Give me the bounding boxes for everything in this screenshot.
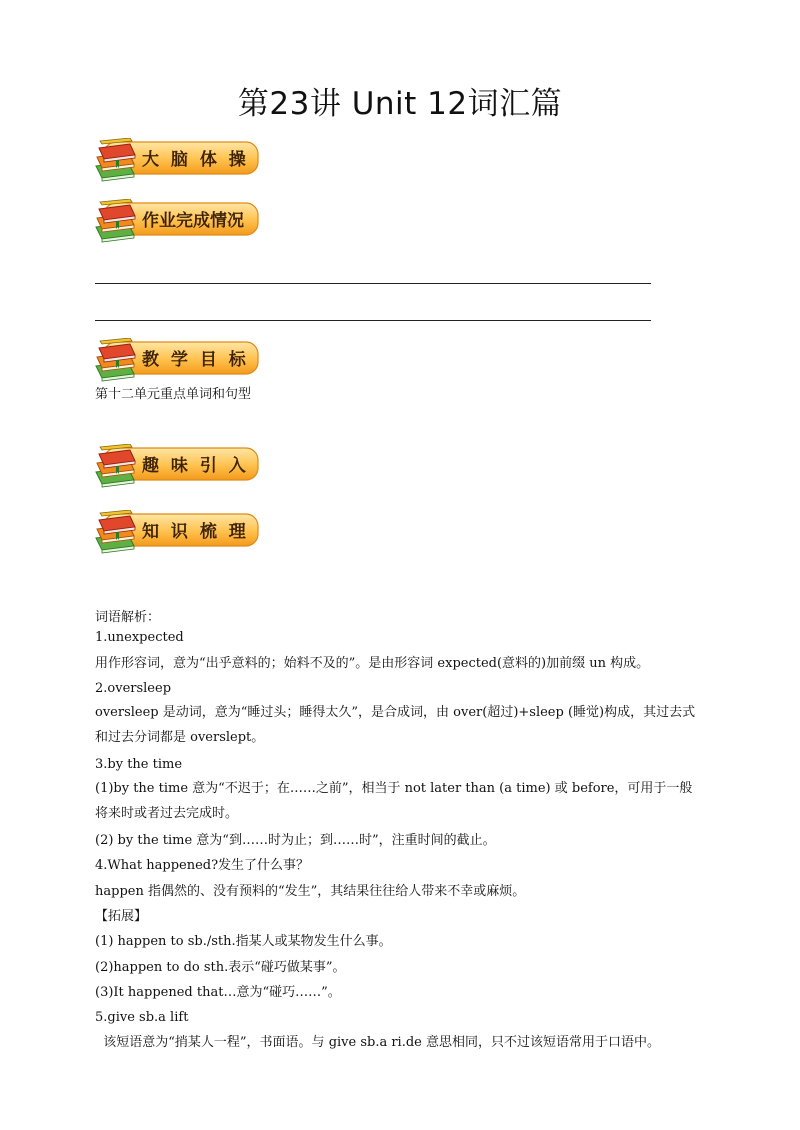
content-heading: 词语解析： [95, 610, 161, 625]
answer-line [95, 283, 651, 284]
word-explanation: 用作形容词，意为“出乎意料的；始料不及的”。是由形容词 expected(意料的)加前缀 un 构成。 [95, 656, 650, 671]
expand-item: (3)It happened that…意为“碰巧……”。 [95, 985, 341, 1000]
page-title: 第23讲 Unit 12词汇篇 [237, 86, 563, 122]
word-explanation: (2) by the time 意为“到……时为止；到……时”，注重时间的截止。 [95, 833, 496, 848]
section-banner-knowledge-review [94, 510, 264, 554]
section-banner-brain-exercise [94, 138, 264, 182]
section-label: 趣 味 引 入 [142, 456, 249, 476]
word-explanation: (1)by the time 意为“不迟于；在……之前”，相当于 not later than (a time) 或 before，可用于一般将来时或者过去完成时。 [95, 781, 693, 821]
section-label: 知 识 梳 理 [142, 522, 249, 542]
answer-line [95, 320, 651, 321]
word-title: 4.What happened?发生了什么事？ [95, 858, 310, 873]
word-explanation: oversleep 是动词，意为“睡过头；睡得太久”，是合成词，由 over(超过)+sleep (睡觉)构成，其过去式和过去分词都是 overslept。 [95, 705, 696, 745]
objective-text: 第十二单元重点单词和句型 [95, 387, 252, 402]
section-banner-teaching-goals [94, 338, 264, 382]
section-label: 作业完成情况 [142, 211, 244, 231]
expand-item: (1) happen to sb./sth.指某人或某物发生什么事。 [95, 934, 392, 949]
expand-item: (2)happen to do sth.表示“碰巧做某事”。 [95, 960, 346, 975]
word-explanation: 该短语意为“捎某人一程”，书面语。与 give sb.a ri.de 意思相同，只不过该短语常用于口语中。 [95, 1035, 660, 1050]
section-banner-homework-status [94, 199, 264, 243]
section-banner-fun-intro [94, 444, 264, 488]
expand-heading: 【拓展】 [95, 909, 148, 924]
word-title: 3.by the time [95, 757, 183, 772]
word-title: 1.unexpected [95, 630, 184, 645]
section-label: 大 脑 体 操 [142, 150, 249, 170]
section-label: 教 学 目 标 [142, 350, 249, 370]
word-title: 2.oversleep [95, 681, 172, 696]
word-title: 5.give sb.a lift [95, 1010, 189, 1025]
word-explanation: happen 指偶然的、没有预料的“发生”，其结果往往给人带来不幸或麻烦。 [95, 884, 526, 899]
